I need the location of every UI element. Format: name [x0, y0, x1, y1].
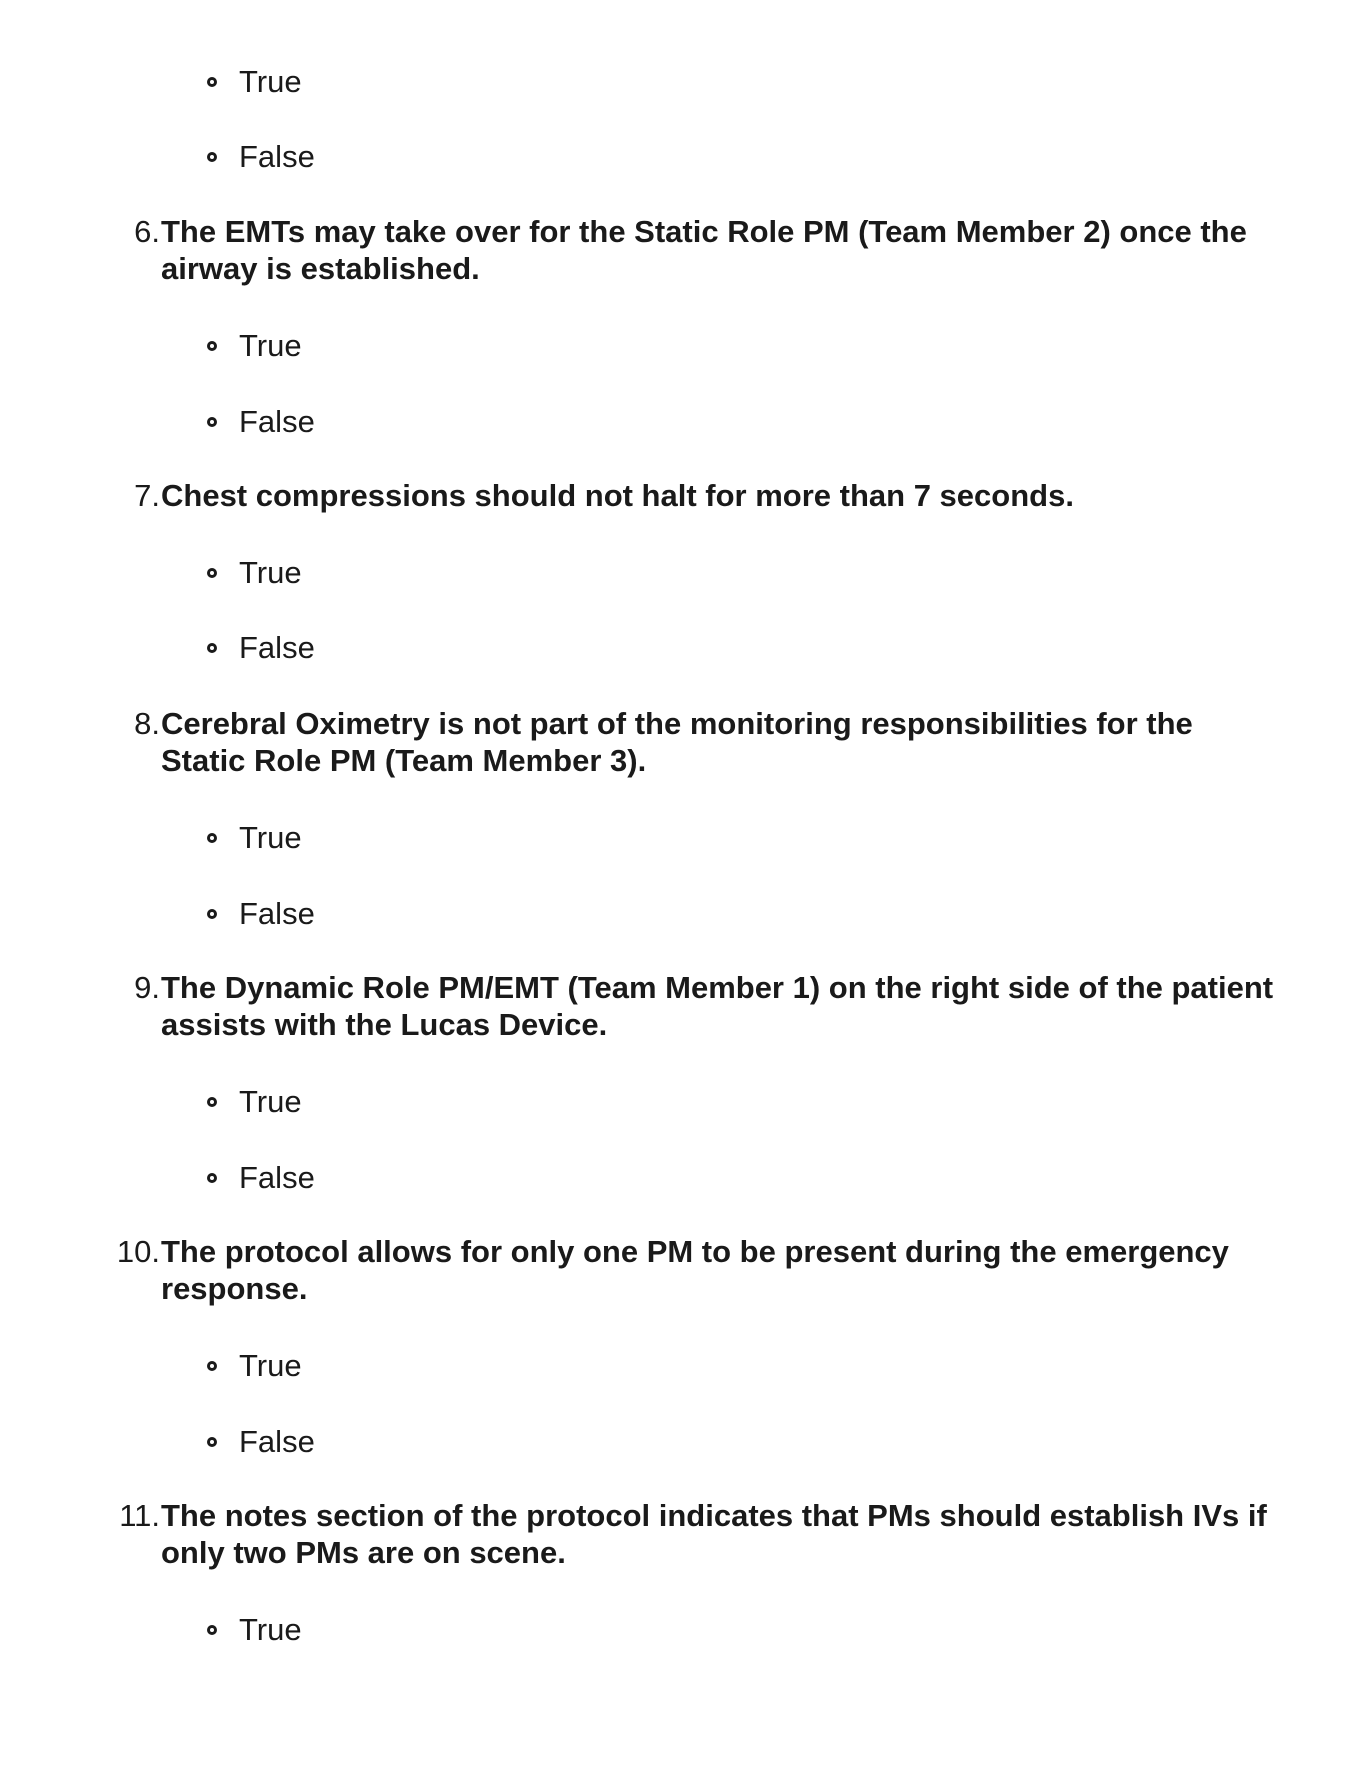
option-label: True: [239, 64, 302, 99]
radio-bullet-icon: [207, 568, 217, 578]
option-label: False: [239, 630, 315, 665]
question-10-option-false[interactable]: [207, 1422, 315, 1462]
question-number: 7.: [134, 478, 160, 513]
option-label: False: [239, 139, 315, 174]
question-text: The EMTs may take over for the Static Role PM (Team Member 2) once the airway is established.: [161, 214, 1247, 286]
radio-bullet-icon: [207, 152, 217, 162]
option-label: False: [239, 1160, 315, 1195]
question-9-option-true[interactable]: [207, 1082, 302, 1122]
question-number: 10.: [116, 1234, 160, 1269]
prev-question-option-true[interactable]: [207, 62, 302, 102]
question-6-option-true[interactable]: [207, 326, 302, 366]
option-label: True: [239, 328, 302, 363]
radio-bullet-icon: [207, 1097, 217, 1107]
prev-question-option-false[interactable]: [207, 137, 315, 177]
radio-bullet-icon: [207, 1173, 217, 1183]
question-number: 6.: [134, 214, 160, 249]
question-6-option-false[interactable]: [207, 402, 315, 442]
question-text: The protocol allows for only one PM to be present during the emergency response.: [161, 1234, 1229, 1306]
question-text: Cerebral Oximetry is not part of the monitoring responsibilities for the Static Role PM (Team Member 3).: [161, 706, 1193, 778]
option-label: True: [239, 820, 302, 855]
radio-bullet-icon: [207, 643, 217, 653]
radio-bullet-icon: [207, 77, 217, 87]
question-text: Chest compressions should not halt for more than 7 seconds.: [161, 478, 1074, 513]
radio-bullet-icon: [207, 417, 217, 427]
question-number: 8.: [134, 706, 160, 741]
radio-bullet-icon: [207, 833, 217, 843]
question-7-option-true[interactable]: [207, 553, 302, 593]
radio-bullet-icon: [207, 1437, 217, 1447]
option-label: False: [239, 896, 315, 931]
question-text: The Dynamic Role PM/EMT (Team Member 1) on the right side of the patient assists with the Lucas Device.: [161, 970, 1274, 1042]
radio-bullet-icon: [207, 1625, 217, 1635]
question-8-option-true[interactable]: [207, 818, 302, 858]
question-text: The notes section of the protocol indicates that PMs should establish IVs if only two PMs are on scene.: [161, 1498, 1267, 1570]
radio-bullet-icon: [207, 1361, 217, 1371]
radio-bullet-icon: [207, 341, 217, 351]
question-number: 9.: [134, 970, 160, 1005]
option-label: True: [239, 1084, 302, 1119]
option-label: False: [239, 404, 315, 439]
question-11-option-true[interactable]: [207, 1610, 302, 1650]
option-label: True: [239, 1348, 302, 1383]
option-label: True: [239, 555, 302, 590]
question-7-option-false[interactable]: [207, 628, 315, 668]
question-10-option-true[interactable]: [207, 1346, 302, 1386]
question-number: 11.: [119, 1498, 160, 1533]
option-label: False: [239, 1424, 315, 1459]
radio-bullet-icon: [207, 909, 217, 919]
question-9-option-false[interactable]: [207, 1158, 315, 1198]
question-8-option-false[interactable]: [207, 894, 315, 934]
option-label: True: [239, 1612, 302, 1647]
